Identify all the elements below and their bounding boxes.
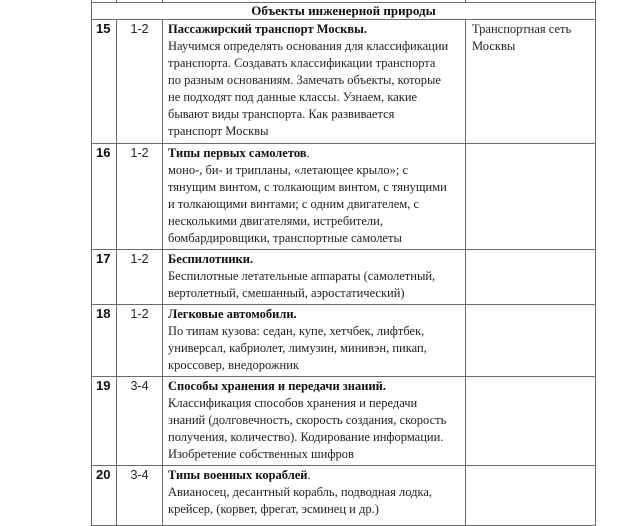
lesson-notes bbox=[466, 250, 596, 305]
lesson-notes bbox=[466, 144, 596, 250]
description-line: Научимся определять основания для классификации bbox=[168, 39, 449, 53]
lesson-title: Пассажирский транспорт Москвы. bbox=[168, 22, 367, 36]
lesson-title: Беспилотники. bbox=[168, 252, 254, 266]
lesson-number: 15 bbox=[92, 20, 117, 144]
description-line: и толкающими винтами; с одним двигателем, с bbox=[168, 197, 420, 211]
lesson-number: 19 bbox=[92, 377, 117, 466]
lesson-hours: 3-4 bbox=[117, 377, 163, 466]
lesson-hours: 3-4 bbox=[117, 466, 163, 526]
lesson-notes bbox=[466, 377, 596, 466]
description-line: Изобретение собственных шифров bbox=[168, 447, 354, 461]
lesson-content bbox=[163, 305, 466, 377]
section-title: Объекты инженерной природы bbox=[92, 3, 596, 20]
lesson-title: Способы хранения и передачи знаний. bbox=[168, 379, 386, 393]
lesson-content bbox=[163, 20, 466, 144]
table-row bbox=[92, 305, 596, 377]
table-row bbox=[92, 466, 596, 526]
lesson-notes bbox=[466, 20, 596, 144]
description-line: моно-, би- и трипланы, «летающее крыло»; с bbox=[168, 163, 409, 177]
table-row bbox=[92, 20, 596, 144]
section-header-row bbox=[92, 3, 596, 20]
lesson-title: Легковые автомобили. bbox=[168, 307, 297, 321]
lesson-hours: 1-2 bbox=[117, 250, 163, 305]
description-line: по разным основаниям. Замечать объекты, которые bbox=[168, 73, 441, 87]
description-line: знаний (долговечность, скорость создания, скорость bbox=[168, 413, 447, 427]
description-line: кроссовер, внедорожник bbox=[168, 358, 299, 372]
description-line: не подходят под данные классы. Узнаем, какие bbox=[168, 90, 418, 104]
lesson-number: 18 bbox=[92, 305, 117, 377]
lesson-notes bbox=[466, 305, 596, 377]
lesson-number: 17 bbox=[92, 250, 117, 305]
description-line: транспорта. Создавать классификации транспорта bbox=[168, 56, 436, 70]
notes-line: Транспортная сеть bbox=[472, 22, 572, 36]
description-line: Классификация способов хранения и передачи bbox=[168, 396, 418, 410]
description-line: бывают виды транспорта. Как развивается bbox=[168, 107, 395, 121]
description-line: Авианосец, десантный корабль, подводная лодка, bbox=[168, 485, 433, 499]
lesson-content bbox=[163, 466, 466, 526]
description-line: крейсер, (корвет, фрегат, эсминец и др.) bbox=[168, 502, 379, 516]
description-line: тянущим винтом, с толкающим винтом, с тянущими bbox=[168, 180, 447, 194]
table-row bbox=[92, 250, 596, 305]
table-row bbox=[92, 377, 596, 466]
description-line: По типам кузова: седан, купе, хетчбек, лифтбек, bbox=[168, 324, 425, 338]
lesson-number: 20 bbox=[92, 466, 117, 526]
lesson-notes bbox=[466, 466, 596, 526]
lesson-hours: 1-2 bbox=[117, 305, 163, 377]
notes-line: Москвы bbox=[472, 39, 516, 53]
title-suffix: . bbox=[306, 146, 310, 160]
description-line: бомбардировщики, транспортные самолеты bbox=[168, 231, 402, 245]
description-line: транспорт Москвы bbox=[168, 124, 269, 138]
description-line: несколькими двигателями, истребители, bbox=[168, 214, 383, 228]
description-line: Беспилотные летательные аппараты (самолетный, bbox=[168, 269, 436, 283]
title-suffix: . bbox=[307, 468, 311, 482]
lesson-title: Типы военных кораблей bbox=[168, 468, 308, 482]
lesson-content bbox=[163, 144, 466, 250]
lesson-number: 16 bbox=[92, 144, 117, 250]
table-body bbox=[92, 20, 596, 526]
lesson-hours: 1-2 bbox=[117, 20, 163, 144]
lesson-content bbox=[163, 250, 466, 305]
lesson-hours: 1-2 bbox=[117, 144, 163, 250]
description-line: универсал, кабриолет, лимузин, минивэн, пикап, bbox=[168, 341, 427, 355]
lesson-title: Типы первых самолетов bbox=[168, 146, 307, 160]
description-line: вертолетный, смешанный, аэростатический) bbox=[168, 286, 405, 300]
table-row bbox=[92, 144, 596, 250]
curriculum-table bbox=[91, 0, 596, 526]
description-line: получения, количество). Кодирование информации. bbox=[168, 430, 444, 444]
lesson-content bbox=[163, 377, 466, 466]
